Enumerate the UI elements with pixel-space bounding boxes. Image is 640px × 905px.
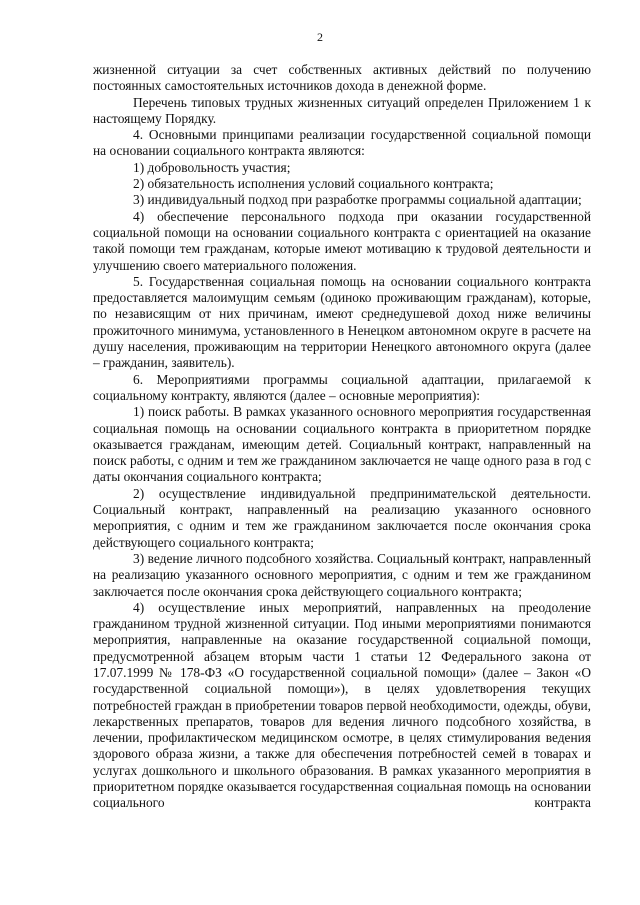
paragraph: 4) обеспечение персонального подхода при оказании государственной социальной помощи на основании социального контракта с ориентацией на оказание такой помощи тем гражданам, которые имеют мотивацию к трудовой деятельности и улучшению своего материального положения. <box>93 208 591 273</box>
paragraph: 2) обязательность исполнения условий социального контракта; <box>133 176 494 192</box>
paragraph: 4) осуществление иных мероприятий, направленных на преодоление гражданином трудной жизненной ситуации. Под иными мероприятиями понимаются мероприятия, направленные на оказание государственной социальной помощи, предусмотренной абзацем вторым части 1 статьи 12 Федерального закона от 17.07.1999 № 178-ФЗ «О государственной социальной помощи» (далее – Закон «О государственной социальной помощи»), в целях удовлетворения текущих потребностей граждан в приобретении товаров первой необходимости, одежды, обуви, лекарственных препаратов, товаров для ведения личного подсобного хозяйства, в лечении, профилактическом медицинском осмотре, в целях стимулирования ведения здорового образа жизни, а также для обеспечения потребностей семей в товарах и услугах дошкольного и школьного образования. В рамках указанного мероприятия в приоритетном порядке оказывается государственная социальная помощь на основании социального контракта <box>93 599 591 811</box>
paragraph: 1) добровольность участия; <box>133 159 291 175</box>
paragraph: 1) поиск работы. В рамках указанного основного мероприятия государственная социальная помощь на основании социального контракта в приоритетном порядке оказывается гражданам, имеющим детей. Социальный контракт, направленный на поиск работы, с одним и тем же гражданином заключается не чаще одного раза в год с даты окончания социального контракта; <box>93 404 591 485</box>
paragraph: Перечень типовых трудных жизненных ситуаций определен Приложением 1 к настоящему Порядку. <box>93 94 591 126</box>
paragraph: 4. Основными принципами реализации государственной социальной помощи на основании социального контракта являются: <box>93 127 591 159</box>
paragraph: жизненной ситуации за счет собственных активных действий по получению постоянных самостоятельных источников дохода в денежной форме. <box>93 62 591 94</box>
document-body <box>93 62 591 812</box>
paragraph: 2) осуществление индивидуальной предпринимательской деятельности. Социальный контракт, направленный на реализацию указанного основного мероприятия, с одним и тем же гражданином заключается после окончания срока действующего социального контракта; <box>93 485 591 550</box>
paragraph: 5. Государственная социальная помощь на основании социального контракта предоставляется малоимущим семьям (одиноко проживающим гражданам), которые, по независящим от них причинам, имеют среднедушевой доход ниже величины прожиточного минимума, установленного в Ненецком автономном округе в расчете на душу населения, проживающим на территории Ненецкого автономного округа (далее – гражданин, заявитель). <box>93 273 591 371</box>
page-number: 2 <box>317 30 323 44</box>
paragraph: 3) ведение личного подсобного хозяйства. Социальный контракт, направленный на реализацию указанного основного мероприятия, с одним и тем же гражданином заключается после окончания срока действующего социального контракта; <box>93 550 591 599</box>
paragraph: 3) индивидуальный подход при разработке программы социальной адаптации; <box>133 192 582 208</box>
paragraph: 6. Мероприятиями программы социальной адаптации, прилагаемой к социальному контракту, являются (далее – основные мероприятия): <box>93 371 591 403</box>
